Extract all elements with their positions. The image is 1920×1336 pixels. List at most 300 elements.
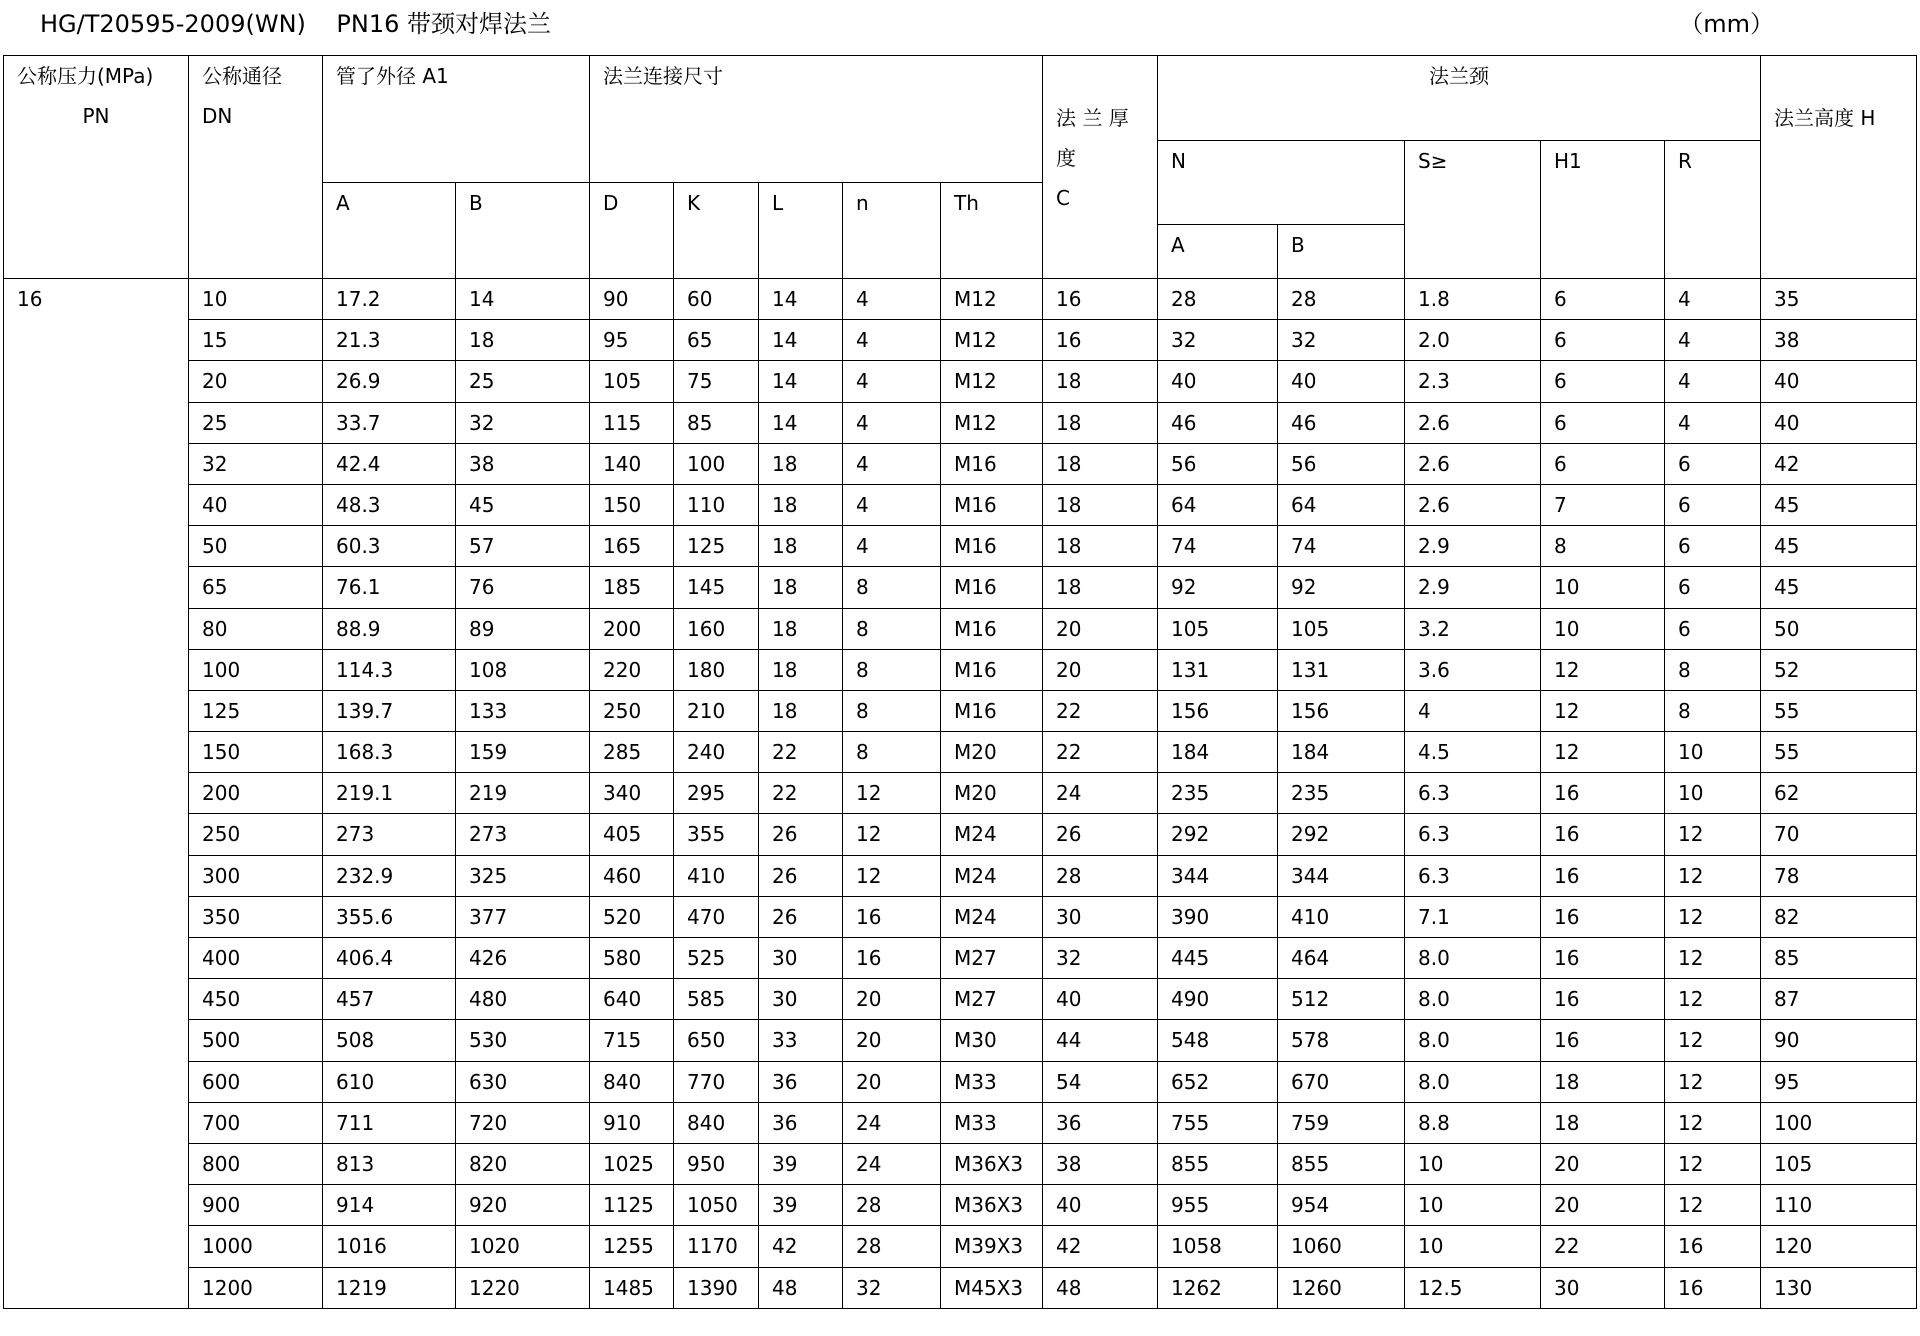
cell-r: 12 xyxy=(1665,1185,1761,1226)
cell-pipe-a: 42.4 xyxy=(323,443,456,484)
cell-c: 18 xyxy=(1043,526,1158,567)
cell-k: 100 xyxy=(674,443,759,484)
cell-c: 38 xyxy=(1043,1143,1158,1184)
cell-l: 14 xyxy=(759,320,843,361)
table-row xyxy=(4,279,1917,320)
cell-neck-a: 156 xyxy=(1158,690,1278,731)
cell-neck-b: 464 xyxy=(1278,938,1405,979)
cell-s: 4.5 xyxy=(1405,732,1541,773)
cell-r: 6 xyxy=(1665,608,1761,649)
cell-pipe-b: 45 xyxy=(456,484,590,525)
cell-h: 52 xyxy=(1761,649,1917,690)
cell-neck-b: 512 xyxy=(1278,979,1405,1020)
cell-pipe-b: 720 xyxy=(456,1102,590,1143)
cell-k: 125 xyxy=(674,526,759,567)
cell-dn: 1000 xyxy=(189,1226,323,1267)
cell-h1: 6 xyxy=(1541,443,1665,484)
cell-n: 4 xyxy=(843,320,941,361)
cell-r: 12 xyxy=(1665,814,1761,855)
cell-th: M12 xyxy=(941,402,1043,443)
cell-th: M24 xyxy=(941,814,1043,855)
cell-r: 4 xyxy=(1665,279,1761,320)
header-n-count: n xyxy=(843,183,941,279)
cell-th: M20 xyxy=(941,732,1043,773)
cell-neck-b: 92 xyxy=(1278,567,1405,608)
cell-c: 18 xyxy=(1043,402,1158,443)
cell-n: 20 xyxy=(843,1020,941,1061)
cell-neck-b: 131 xyxy=(1278,649,1405,690)
header-pipe-od: 管了外径 A1 xyxy=(323,56,590,183)
cell-pipe-b: 108 xyxy=(456,649,590,690)
cell-h1: 12 xyxy=(1541,690,1665,731)
cell-c: 42 xyxy=(1043,1226,1158,1267)
cell-n: 28 xyxy=(843,1185,941,1226)
cell-d: 185 xyxy=(590,567,674,608)
cell-neck-a: 184 xyxy=(1158,732,1278,773)
cell-n: 4 xyxy=(843,279,941,320)
cell-r: 10 xyxy=(1665,773,1761,814)
cell-s: 8.0 xyxy=(1405,938,1541,979)
cell-c: 18 xyxy=(1043,567,1158,608)
cell-th: M30 xyxy=(941,1020,1043,1061)
table-row xyxy=(4,1061,1917,1102)
cell-h1: 18 xyxy=(1541,1102,1665,1143)
cell-pipe-a: 914 xyxy=(323,1185,456,1226)
cell-h1: 22 xyxy=(1541,1226,1665,1267)
cell-neck-a: 344 xyxy=(1158,855,1278,896)
cell-n: 8 xyxy=(843,732,941,773)
cell-h: 42 xyxy=(1761,443,1917,484)
cell-n: 20 xyxy=(843,1061,941,1102)
cell-pipe-b: 480 xyxy=(456,979,590,1020)
cell-neck-b: 40 xyxy=(1278,361,1405,402)
cell-l: 36 xyxy=(759,1061,843,1102)
cell-h1: 20 xyxy=(1541,1143,1665,1184)
unit-label: （mm） xyxy=(1679,10,1774,38)
cell-n: 16 xyxy=(843,896,941,937)
cell-pipe-a: 355.6 xyxy=(323,896,456,937)
cell-pipe-a: 610 xyxy=(323,1061,456,1102)
cell-th: M20 xyxy=(941,773,1043,814)
cell-h1: 12 xyxy=(1541,732,1665,773)
cell-pipe-b: 57 xyxy=(456,526,590,567)
cell-h1: 6 xyxy=(1541,361,1665,402)
cell-d: 1485 xyxy=(590,1267,674,1308)
cell-th: M45X3 xyxy=(941,1267,1043,1308)
cell-n: 12 xyxy=(843,814,941,855)
cell-dn: 700 xyxy=(189,1102,323,1143)
document-title: HG/T20595-2009(WN) PN16 带颈对焊法兰 xyxy=(40,10,551,38)
cell-dn: 350 xyxy=(189,896,323,937)
cell-k: 1050 xyxy=(674,1185,759,1226)
table-row xyxy=(4,732,1917,773)
cell-pipe-a: 60.3 xyxy=(323,526,456,567)
cell-neck-b: 344 xyxy=(1278,855,1405,896)
cell-pipe-a: 232.9 xyxy=(323,855,456,896)
cell-k: 840 xyxy=(674,1102,759,1143)
cell-d: 1255 xyxy=(590,1226,674,1267)
header-neck-r: R xyxy=(1665,141,1761,279)
cell-neck-b: 1260 xyxy=(1278,1267,1405,1308)
cell-r: 4 xyxy=(1665,402,1761,443)
cell-neck-a: 92 xyxy=(1158,567,1278,608)
cell-h1: 30 xyxy=(1541,1267,1665,1308)
cell-neck-a: 235 xyxy=(1158,773,1278,814)
header-dn xyxy=(189,56,323,279)
cell-neck-b: 28 xyxy=(1278,279,1405,320)
cell-pipe-b: 159 xyxy=(456,732,590,773)
cell-k: 75 xyxy=(674,361,759,402)
cell-d: 220 xyxy=(590,649,674,690)
cell-r: 16 xyxy=(1665,1226,1761,1267)
cell-th: M33 xyxy=(941,1061,1043,1102)
cell-c: 20 xyxy=(1043,608,1158,649)
cell-s: 2.3 xyxy=(1405,361,1541,402)
table-row xyxy=(4,979,1917,1020)
cell-k: 1170 xyxy=(674,1226,759,1267)
table-row xyxy=(4,814,1917,855)
cell-n: 8 xyxy=(843,567,941,608)
header-neck-n-a: A xyxy=(1158,225,1278,279)
cell-pipe-a: 48.3 xyxy=(323,484,456,525)
cell-s: 7.1 xyxy=(1405,896,1541,937)
cell-pipe-b: 219 xyxy=(456,773,590,814)
table-row xyxy=(4,1226,1917,1267)
cell-h: 90 xyxy=(1761,1020,1917,1061)
cell-d: 340 xyxy=(590,773,674,814)
cell-th: M16 xyxy=(941,443,1043,484)
cell-pipe-a: 1219 xyxy=(323,1267,456,1308)
header-flange-height: 法兰高度 H xyxy=(1761,56,1917,279)
header-pipe-a: A xyxy=(323,183,456,279)
cell-h1: 6 xyxy=(1541,320,1665,361)
cell-d: 910 xyxy=(590,1102,674,1143)
cell-s: 2.6 xyxy=(1405,443,1541,484)
cell-neck-a: 1058 xyxy=(1158,1226,1278,1267)
cell-r: 16 xyxy=(1665,1267,1761,1308)
cell-h: 85 xyxy=(1761,938,1917,979)
cell-neck-b: 292 xyxy=(1278,814,1405,855)
cell-d: 200 xyxy=(590,608,674,649)
cell-h: 82 xyxy=(1761,896,1917,937)
table-row xyxy=(4,443,1917,484)
cell-s: 8.8 xyxy=(1405,1102,1541,1143)
table-row xyxy=(4,690,1917,731)
cell-k: 770 xyxy=(674,1061,759,1102)
cell-pipe-b: 920 xyxy=(456,1185,590,1226)
cell-n: 24 xyxy=(843,1143,941,1184)
cell-dn: 15 xyxy=(189,320,323,361)
cell-pipe-a: 76.1 xyxy=(323,567,456,608)
cell-d: 715 xyxy=(590,1020,674,1061)
cell-dn: 500 xyxy=(189,1020,323,1061)
cell-l: 14 xyxy=(759,361,843,402)
cell-l: 18 xyxy=(759,567,843,608)
cell-pipe-b: 32 xyxy=(456,402,590,443)
cell-dn: 900 xyxy=(189,1185,323,1226)
cell-neck-a: 755 xyxy=(1158,1102,1278,1143)
cell-d: 1025 xyxy=(590,1143,674,1184)
cell-d: 105 xyxy=(590,361,674,402)
cell-l: 18 xyxy=(759,649,843,690)
cell-th: M33 xyxy=(941,1102,1043,1143)
cell-k: 145 xyxy=(674,567,759,608)
cell-s: 8.0 xyxy=(1405,1061,1541,1102)
cell-th: M16 xyxy=(941,567,1043,608)
header-dn-label: 公称通径 xyxy=(202,64,282,88)
cell-k: 85 xyxy=(674,402,759,443)
cell-dn: 450 xyxy=(189,979,323,1020)
cell-neck-a: 131 xyxy=(1158,649,1278,690)
cell-th: M12 xyxy=(941,279,1043,320)
header-dn-symbol: DN xyxy=(202,104,233,128)
cell-n: 12 xyxy=(843,855,941,896)
cell-pipe-a: 457 xyxy=(323,979,456,1020)
cell-dn: 1200 xyxy=(189,1267,323,1308)
cell-c: 32 xyxy=(1043,938,1158,979)
cell-k: 355 xyxy=(674,814,759,855)
cell-d: 250 xyxy=(590,690,674,731)
cell-pipe-a: 219.1 xyxy=(323,773,456,814)
cell-pn: 16 xyxy=(4,279,189,1309)
cell-n: 12 xyxy=(843,773,941,814)
cell-h: 70 xyxy=(1761,814,1917,855)
header-neck-n-b: B xyxy=(1278,225,1405,279)
cell-h: 55 xyxy=(1761,732,1917,773)
cell-l: 18 xyxy=(759,526,843,567)
cell-pipe-b: 89 xyxy=(456,608,590,649)
cell-c: 20 xyxy=(1043,649,1158,690)
cell-neck-b: 759 xyxy=(1278,1102,1405,1143)
cell-n: 8 xyxy=(843,608,941,649)
cell-c: 48 xyxy=(1043,1267,1158,1308)
cell-h: 120 xyxy=(1761,1226,1917,1267)
cell-pipe-a: 273 xyxy=(323,814,456,855)
cell-k: 65 xyxy=(674,320,759,361)
table-row xyxy=(4,938,1917,979)
cell-r: 4 xyxy=(1665,320,1761,361)
table-row xyxy=(4,567,1917,608)
cell-dn: 20 xyxy=(189,361,323,402)
table-row xyxy=(4,1185,1917,1226)
cell-th: M24 xyxy=(941,896,1043,937)
cell-h1: 8 xyxy=(1541,526,1665,567)
cell-n: 4 xyxy=(843,443,941,484)
table-row xyxy=(4,1267,1917,1308)
cell-pipe-b: 1020 xyxy=(456,1226,590,1267)
cell-n: 8 xyxy=(843,649,941,690)
cell-k: 180 xyxy=(674,649,759,690)
cell-l: 18 xyxy=(759,484,843,525)
cell-neck-b: 670 xyxy=(1278,1061,1405,1102)
cell-h1: 10 xyxy=(1541,608,1665,649)
cell-h: 110 xyxy=(1761,1185,1917,1226)
cell-s: 8.0 xyxy=(1405,979,1541,1020)
cell-c: 18 xyxy=(1043,361,1158,402)
cell-l: 14 xyxy=(759,402,843,443)
cell-dn: 125 xyxy=(189,690,323,731)
cell-neck-a: 40 xyxy=(1158,361,1278,402)
cell-dn: 150 xyxy=(189,732,323,773)
cell-pipe-a: 813 xyxy=(323,1143,456,1184)
cell-th: M12 xyxy=(941,320,1043,361)
cell-dn: 50 xyxy=(189,526,323,567)
cell-n: 24 xyxy=(843,1102,941,1143)
cell-n: 28 xyxy=(843,1226,941,1267)
cell-n: 32 xyxy=(843,1267,941,1308)
header-flange-neck: 法兰颈 xyxy=(1158,56,1761,141)
cell-pipe-b: 820 xyxy=(456,1143,590,1184)
cell-pipe-a: 88.9 xyxy=(323,608,456,649)
cell-n: 8 xyxy=(843,690,941,731)
cell-h: 100 xyxy=(1761,1102,1917,1143)
cell-s: 12.5 xyxy=(1405,1267,1541,1308)
table-row xyxy=(4,1020,1917,1061)
cell-h: 87 xyxy=(1761,979,1917,1020)
cell-neck-b: 156 xyxy=(1278,690,1405,731)
cell-d: 140 xyxy=(590,443,674,484)
cell-neck-b: 235 xyxy=(1278,773,1405,814)
cell-l: 22 xyxy=(759,773,843,814)
cell-c: 22 xyxy=(1043,690,1158,731)
cell-n: 16 xyxy=(843,938,941,979)
cell-k: 410 xyxy=(674,855,759,896)
table-row xyxy=(4,1143,1917,1184)
cell-d: 640 xyxy=(590,979,674,1020)
cell-l: 26 xyxy=(759,896,843,937)
cell-th: M24 xyxy=(941,855,1043,896)
header-pn-label: 公称压力(MPa) xyxy=(17,64,154,88)
cell-l: 39 xyxy=(759,1143,843,1184)
cell-pipe-a: 33.7 xyxy=(323,402,456,443)
cell-k: 210 xyxy=(674,690,759,731)
cell-h: 45 xyxy=(1761,526,1917,567)
cell-pipe-a: 1016 xyxy=(323,1226,456,1267)
cell-l: 30 xyxy=(759,938,843,979)
cell-k: 160 xyxy=(674,608,759,649)
cell-h: 35 xyxy=(1761,279,1917,320)
table-row xyxy=(4,484,1917,525)
cell-c: 36 xyxy=(1043,1102,1158,1143)
cell-r: 6 xyxy=(1665,443,1761,484)
cell-r: 12 xyxy=(1665,896,1761,937)
cell-th: M12 xyxy=(941,361,1043,402)
table-row xyxy=(4,526,1917,567)
cell-h1: 16 xyxy=(1541,1020,1665,1061)
cell-r: 6 xyxy=(1665,567,1761,608)
cell-pipe-b: 377 xyxy=(456,896,590,937)
cell-l: 36 xyxy=(759,1102,843,1143)
cell-s: 2.6 xyxy=(1405,484,1541,525)
cell-r: 10 xyxy=(1665,732,1761,773)
cell-pipe-b: 25 xyxy=(456,361,590,402)
cell-neck-b: 105 xyxy=(1278,608,1405,649)
cell-h: 40 xyxy=(1761,402,1917,443)
cell-neck-b: 1060 xyxy=(1278,1226,1405,1267)
cell-d: 90 xyxy=(590,279,674,320)
header-pn xyxy=(4,56,189,279)
cell-l: 18 xyxy=(759,608,843,649)
cell-c: 40 xyxy=(1043,1185,1158,1226)
cell-pipe-a: 26.9 xyxy=(323,361,456,402)
cell-neck-a: 105 xyxy=(1158,608,1278,649)
header-thickness xyxy=(1043,56,1158,279)
cell-s: 2.9 xyxy=(1405,526,1541,567)
cell-n: 4 xyxy=(843,361,941,402)
cell-l: 48 xyxy=(759,1267,843,1308)
table-header xyxy=(4,56,1917,279)
cell-k: 470 xyxy=(674,896,759,937)
cell-pipe-b: 18 xyxy=(456,320,590,361)
cell-dn: 800 xyxy=(189,1143,323,1184)
cell-neck-b: 855 xyxy=(1278,1143,1405,1184)
cell-c: 54 xyxy=(1043,1061,1158,1102)
cell-neck-b: 184 xyxy=(1278,732,1405,773)
cell-r: 12 xyxy=(1665,938,1761,979)
cell-h1: 16 xyxy=(1541,938,1665,979)
cell-d: 150 xyxy=(590,484,674,525)
cell-th: M16 xyxy=(941,484,1043,525)
cell-pipe-b: 133 xyxy=(456,690,590,731)
cell-h1: 16 xyxy=(1541,855,1665,896)
cell-l: 14 xyxy=(759,279,843,320)
cell-dn: 200 xyxy=(189,773,323,814)
cell-d: 1125 xyxy=(590,1185,674,1226)
cell-c: 16 xyxy=(1043,320,1158,361)
cell-pipe-a: 17.2 xyxy=(323,279,456,320)
cell-s: 6.3 xyxy=(1405,814,1541,855)
cell-neck-a: 390 xyxy=(1158,896,1278,937)
cell-d: 285 xyxy=(590,732,674,773)
cell-n: 4 xyxy=(843,484,941,525)
cell-l: 26 xyxy=(759,855,843,896)
cell-k: 60 xyxy=(674,279,759,320)
cell-neck-b: 74 xyxy=(1278,526,1405,567)
cell-dn: 32 xyxy=(189,443,323,484)
cell-n: 4 xyxy=(843,402,941,443)
cell-s: 6.3 xyxy=(1405,855,1541,896)
cell-s: 8.0 xyxy=(1405,1020,1541,1061)
table-row xyxy=(4,649,1917,690)
cell-pipe-b: 76 xyxy=(456,567,590,608)
cell-neck-b: 56 xyxy=(1278,443,1405,484)
cell-dn: 400 xyxy=(189,938,323,979)
cell-k: 650 xyxy=(674,1020,759,1061)
cell-d: 95 xyxy=(590,320,674,361)
table-row xyxy=(4,320,1917,361)
cell-pipe-a: 711 xyxy=(323,1102,456,1143)
cell-neck-a: 64 xyxy=(1158,484,1278,525)
cell-h1: 20 xyxy=(1541,1185,1665,1226)
cell-h1: 16 xyxy=(1541,979,1665,1020)
cell-pipe-b: 273 xyxy=(456,814,590,855)
cell-r: 12 xyxy=(1665,1061,1761,1102)
cell-h: 50 xyxy=(1761,608,1917,649)
cell-n: 20 xyxy=(843,979,941,1020)
cell-h1: 6 xyxy=(1541,402,1665,443)
cell-pipe-a: 139.7 xyxy=(323,690,456,731)
cell-h1: 7 xyxy=(1541,484,1665,525)
cell-neck-a: 292 xyxy=(1158,814,1278,855)
cell-dn: 100 xyxy=(189,649,323,690)
cell-dn: 80 xyxy=(189,608,323,649)
cell-r: 12 xyxy=(1665,855,1761,896)
cell-k: 950 xyxy=(674,1143,759,1184)
cell-th: M39X3 xyxy=(941,1226,1043,1267)
cell-d: 460 xyxy=(590,855,674,896)
cell-neck-a: 955 xyxy=(1158,1185,1278,1226)
cell-th: M16 xyxy=(941,649,1043,690)
